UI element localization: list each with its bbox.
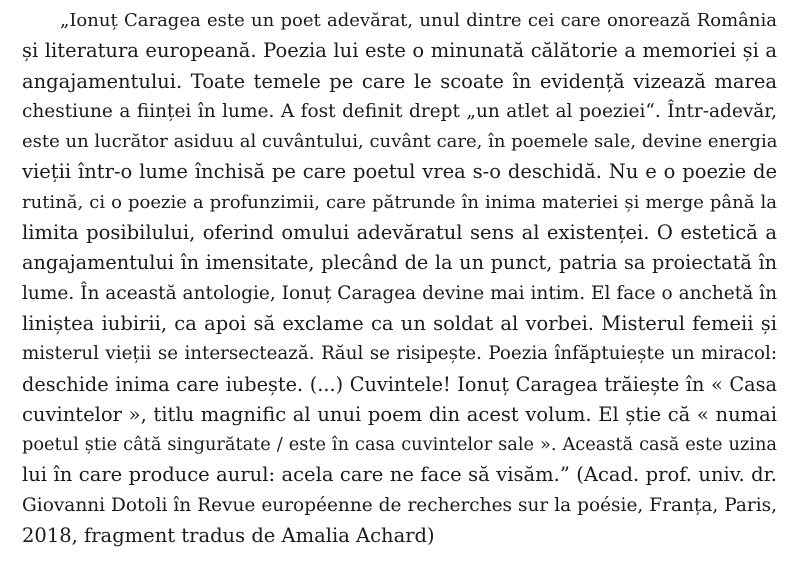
- text-line: angajamentului. Toate temele pe care le scoate în evidență vizează marea: [22, 69, 777, 93]
- text-line: 2018, fragment tradus de Amalia Achard): [22, 524, 435, 548]
- text-line: și literatura europeană. Poezia lui este o minunată călătorie a memoriei și a: [22, 39, 777, 63]
- text-line: Giovanni Dotoli în Revue européenne de recherches sur la poésie, Franța, Paris,: [22, 494, 777, 516]
- text-line: lui în care produce aurul: acela care ne face să visăm.” (Acad. prof. univ. dr.: [22, 463, 777, 487]
- text-line: cuvintelor », titlu magnific al unui poem din acest volum. El știe că « numai: [22, 402, 777, 426]
- text-line: este un lucrător asiduu al cuvântului, cuvânt care, în poemele sale, devine energia: [22, 131, 778, 153]
- text-line: lume. În această antologie, Ionuț Caragea devine mai intim. El face o anchetă în: [22, 282, 777, 304]
- text-line: rutină, ci o poezie a profunzimii, care pătrunde în inima materiei și merge până la: [22, 191, 777, 213]
- text-line: misterul vieții se intersectează. Răul se risipește. Poezia înfăptuiește un miracol:: [22, 343, 777, 365]
- text-line: poetul știe câtă singurătate / este în casa cuvintelor sale ». Această casă este uzina: [22, 435, 777, 456]
- text-line: limita posibilului, oferind omului adevăratul sens al existenței. O estetică a: [22, 221, 777, 245]
- text-line: deschide inima care iubește. (...) Cuvintele! Ionuț Caragea trăiește în « Casa: [22, 372, 777, 396]
- quote-paragraph: [22, 6, 777, 551]
- text-line: angajamentului în imensitate, plecând de la un punct, patria sa proiectată în: [22, 251, 777, 275]
- text-line: chestiune a ființei în lume. A fost definit drept „un atlet al poeziei“. Într-adevăr,: [22, 100, 777, 122]
- text-line: vieții într-o lume închisă pe care poetul vrea s-o deschidă. Nu e o poezie de: [22, 160, 777, 184]
- text-line: „Ionuț Caragea este un poet adevărat, unul dintre cei care onorează România: [60, 10, 777, 31]
- text-line: liniștea iubirii, ca apoi să exclame ca un soldat al vorbei. Misterul femeii și: [22, 311, 777, 335]
